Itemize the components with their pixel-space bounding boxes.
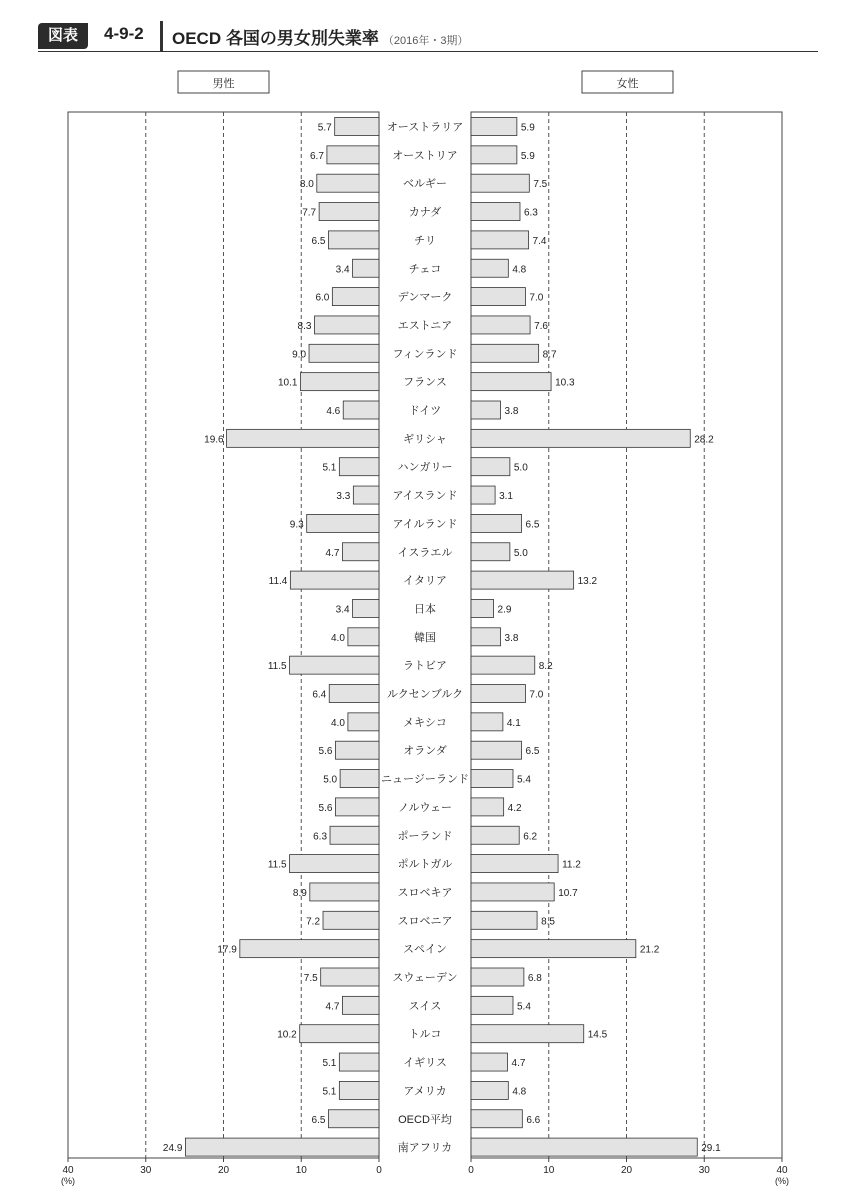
- female-bar: [471, 458, 510, 476]
- male-bar: [300, 1025, 379, 1043]
- category-label: デンマーク: [397, 291, 453, 304]
- male-bar: [348, 713, 379, 731]
- male-value-label: 6.7: [310, 150, 324, 162]
- female-bar: [471, 146, 517, 164]
- male-tick-label: 10: [295, 1165, 307, 1176]
- female-value-label: 5.4: [516, 774, 531, 786]
- female-value-label: 4.8: [512, 264, 527, 276]
- category-label: ドイツ: [408, 405, 442, 417]
- male-bar: [323, 911, 379, 929]
- female-bar: [471, 401, 501, 419]
- male-bar: [328, 231, 379, 249]
- female-bar: [471, 373, 551, 391]
- male-bar: [339, 1053, 379, 1071]
- female-bar: [471, 798, 504, 816]
- male-bar: [227, 429, 379, 447]
- male-value-label: 5.1: [322, 462, 337, 474]
- female-value-label: 5.4: [516, 1001, 531, 1013]
- male-bar: [348, 628, 379, 646]
- male-bar: [300, 373, 379, 391]
- female-value-label: 7.5: [533, 179, 548, 191]
- male-bar: [332, 288, 379, 306]
- male-value-label: 4.0: [330, 632, 345, 644]
- female-value-label: 5.0: [513, 462, 528, 474]
- category-label: 南アフリカ: [397, 1142, 453, 1155]
- female-bar: [471, 770, 513, 788]
- female-value-label: 4.2: [507, 802, 522, 814]
- male-bar: [340, 770, 379, 788]
- female-bar: [471, 118, 517, 136]
- category-label: ラトビア: [403, 660, 447, 673]
- female-value-label: 4.7: [511, 1058, 526, 1070]
- male-value-label: 6.0: [315, 292, 330, 304]
- category-label: ベルギー: [403, 178, 447, 191]
- female-bar: [471, 855, 558, 873]
- category-label: フランス: [403, 376, 447, 389]
- female-value-label: 11.2: [562, 859, 581, 871]
- female-value-label: 6.6: [526, 1114, 541, 1126]
- male-value-label: 7.2: [306, 916, 321, 928]
- female-bar: [471, 685, 525, 703]
- male-unit-label: (%): [61, 1176, 75, 1186]
- male-bar: [317, 174, 379, 192]
- female-bar: [471, 656, 535, 674]
- female-value-label: 6.5: [525, 746, 540, 758]
- female-bar: [471, 231, 529, 249]
- female-value-label: 13.2: [577, 576, 598, 588]
- category-label: フィンランド: [392, 348, 458, 361]
- female-value-label: 3.8: [504, 632, 519, 644]
- male-value-label: 4.6: [326, 406, 341, 417]
- female-bar: [471, 713, 503, 731]
- male-value-label: 6.3: [313, 831, 328, 843]
- female-value-label: 5.9: [520, 150, 535, 162]
- female-bar: [471, 1110, 522, 1128]
- female-bar: [471, 1138, 697, 1156]
- category-label: オーストリア: [392, 149, 458, 162]
- category-label: 日本: [414, 603, 436, 616]
- category-label: スペイン: [403, 943, 447, 956]
- category-label: カナダ: [408, 206, 442, 219]
- female-value-label: 7.6: [534, 320, 548, 332]
- male-bar: [307, 514, 379, 532]
- female-value-label: 6.5: [525, 519, 540, 531]
- female-bar: [471, 911, 537, 929]
- female-value-label: 10.7: [558, 887, 578, 899]
- legend-male-label: 男性: [212, 78, 235, 90]
- female-bar: [471, 486, 495, 504]
- figure-number: 4-9-2: [104, 24, 144, 43]
- male-tick-label: 0: [376, 1165, 382, 1176]
- female-bar: [471, 1025, 584, 1043]
- male-value-label: 9.0: [292, 349, 307, 361]
- male-value-label: 4.0: [330, 717, 345, 729]
- female-bar: [471, 344, 539, 362]
- category-label: ハンガリー: [397, 461, 453, 474]
- male-value-label: 3.3: [336, 491, 351, 503]
- male-bar: [335, 798, 379, 816]
- female-value-label: 6.2: [523, 831, 538, 843]
- male-value-label: 4.7: [325, 547, 340, 559]
- category-label: ポルトガル: [397, 858, 453, 871]
- male-value-label: 17.9: [217, 944, 237, 956]
- male-value-label: 5.1: [322, 1086, 337, 1098]
- female-value-label: 8.7: [542, 349, 557, 361]
- male-bar: [290, 571, 379, 589]
- male-value-label: 7.5: [303, 973, 318, 984]
- figure-tag: 図表: [38, 23, 88, 49]
- female-value-label: 29.1: [701, 1143, 721, 1155]
- male-tick-label: 40: [62, 1165, 74, 1176]
- female-value-label: 3.1: [499, 491, 514, 503]
- category-label: イギリス: [403, 1057, 447, 1070]
- female-value-label: 21.2: [639, 944, 660, 956]
- category-label: アイルランド: [392, 518, 458, 531]
- female-value-label: 4.1: [506, 717, 521, 729]
- male-value-label: 5.6: [318, 746, 333, 758]
- female-unit-label: (%): [775, 1176, 789, 1186]
- female-bar: [471, 1053, 508, 1071]
- female-tick-label: 10: [543, 1165, 555, 1176]
- female-bar: [471, 288, 525, 306]
- male-bar: [185, 1138, 379, 1156]
- male-value-label: 5.0: [323, 774, 338, 786]
- category-label: スイス: [408, 1000, 442, 1013]
- female-tick-label: 0: [468, 1165, 474, 1176]
- male-bar: [353, 259, 379, 277]
- category-label: チリ: [414, 234, 436, 247]
- female-bar: [471, 571, 574, 589]
- male-bar: [309, 344, 379, 362]
- category-label: ギリシャ: [403, 433, 447, 446]
- male-value-label: 9.3: [289, 519, 304, 531]
- category-label: ニュージーランド: [381, 773, 469, 786]
- category-label: オランダ: [403, 745, 447, 758]
- female-bar: [471, 741, 522, 759]
- male-value-label: 3.4: [335, 264, 350, 276]
- male-value-label: 8.3: [297, 320, 312, 332]
- male-bar: [240, 940, 379, 958]
- male-value-label: 8.9: [292, 887, 307, 899]
- male-bar: [328, 1110, 379, 1128]
- female-bar: [471, 316, 530, 334]
- male-value-label: 4.7: [325, 1001, 340, 1013]
- male-value-label: 11.5: [267, 859, 287, 871]
- female-value-label: 5.0: [513, 547, 528, 559]
- category-label: トルコ: [408, 1028, 442, 1041]
- male-bar: [329, 685, 379, 703]
- male-value-label: 19.6: [204, 434, 224, 446]
- category-label: ノルウェー: [397, 801, 453, 814]
- female-value-label: 7.4: [532, 235, 547, 247]
- male-value-label: 5.6: [318, 802, 333, 814]
- male-value-label: 24.9: [162, 1143, 183, 1155]
- female-bar: [471, 1081, 508, 1099]
- category-label: エストニア: [397, 319, 453, 332]
- category-label: OECD平均: [398, 1113, 452, 1126]
- category-label: スウェーデン: [392, 972, 458, 984]
- female-value-label: 10.3: [555, 377, 575, 389]
- category-label: 韓国: [414, 631, 436, 644]
- female-bar: [471, 996, 513, 1014]
- female-bar: [471, 429, 690, 447]
- female-bar: [471, 599, 494, 617]
- male-tick-label: 20: [217, 1165, 230, 1176]
- male-value-label: 3.4: [335, 604, 350, 616]
- male-value-label: 5.7: [317, 122, 332, 134]
- male-bar: [327, 146, 379, 164]
- female-bar: [471, 968, 524, 986]
- female-value-label: 28.2: [694, 434, 714, 446]
- male-bar: [335, 118, 379, 136]
- male-value-label: 7.7: [302, 207, 317, 219]
- male-bar: [339, 1081, 379, 1099]
- female-bar: [471, 543, 510, 561]
- category-label: ポーランド: [397, 830, 453, 843]
- category-label: スロベキア: [397, 886, 453, 899]
- female-bar: [471, 203, 520, 221]
- male-tick-label: 30: [140, 1165, 152, 1176]
- female-bar: [471, 883, 554, 901]
- female-bar: [471, 259, 508, 277]
- male-bar: [339, 458, 379, 476]
- female-bar: [471, 174, 529, 192]
- female-value-label: 8.2: [538, 661, 553, 673]
- category-label: メキシコ: [403, 716, 447, 729]
- female-value-label: 7.0: [529, 292, 544, 304]
- male-bar: [342, 543, 379, 561]
- male-bar: [343, 401, 379, 419]
- male-value-label: 6.4: [312, 689, 327, 701]
- female-bar: [471, 826, 519, 844]
- female-bar: [471, 628, 501, 646]
- female-value-label: 6.3: [523, 207, 538, 219]
- male-value-label: 8.0: [299, 179, 314, 191]
- category-label: アメリカ: [403, 1085, 447, 1098]
- male-bar: [314, 316, 379, 334]
- category-label: アイスランド: [392, 490, 458, 503]
- male-bar: [330, 826, 379, 844]
- category-label: イタリア: [403, 575, 447, 588]
- male-bar: [290, 656, 379, 674]
- legend-female-label: 女性: [616, 78, 639, 90]
- male-value-label: 11.4: [268, 576, 288, 588]
- female-tick-label: 30: [698, 1165, 710, 1176]
- male-value-label: 10.2: [277, 1029, 297, 1041]
- female-value-label: 7.0: [529, 689, 544, 701]
- male-value-label: 6.5: [311, 235, 326, 247]
- category-label: ルクセンブルク: [386, 688, 464, 701]
- female-bar: [471, 514, 522, 532]
- male-bar: [353, 599, 379, 617]
- male-value-label: 6.5: [311, 1114, 326, 1126]
- female-value-label: 14.5: [587, 1029, 608, 1041]
- female-value-label: 5.9: [520, 122, 535, 134]
- male-bar: [319, 203, 379, 221]
- female-value-label: 8.5: [541, 916, 555, 928]
- male-bar: [353, 486, 379, 504]
- female-bar: [471, 940, 636, 958]
- male-bar: [290, 855, 379, 873]
- title-text: OECD 各国の男女別失業率: [172, 29, 379, 48]
- male-bar: [342, 996, 379, 1014]
- male-bar: [310, 883, 379, 901]
- male-bar: [321, 968, 379, 986]
- category-label: オーストラリア: [386, 121, 464, 134]
- female-value-label: 4.8: [512, 1086, 527, 1098]
- male-value-label: 5.1: [322, 1058, 337, 1070]
- female-tick-label: 40: [776, 1165, 788, 1176]
- male-value-label: 11.5: [267, 661, 287, 673]
- category-label: スロベニア: [397, 915, 453, 928]
- figure-subtitle: （2016年・3期）: [382, 35, 469, 47]
- category-label: チェコ: [408, 263, 442, 276]
- category-label: イスラエル: [397, 546, 453, 559]
- female-value-label: 3.8: [504, 406, 519, 417]
- female-value-label: 2.9: [497, 604, 512, 616]
- female-value-label: 6.8: [527, 973, 542, 984]
- female-tick-label: 20: [620, 1165, 633, 1176]
- male-bar: [335, 741, 379, 759]
- male-value-label: 10.1: [278, 377, 298, 389]
